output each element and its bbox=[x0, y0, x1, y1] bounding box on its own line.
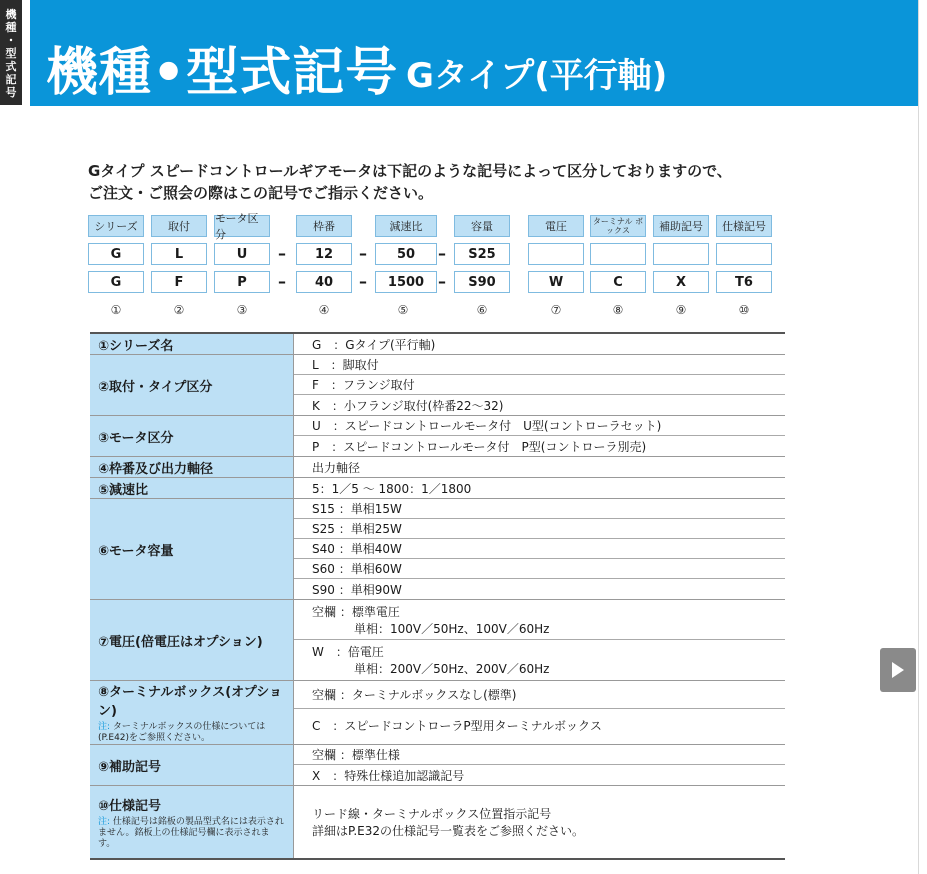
spec-value-text: S40 ：単相40W bbox=[312, 542, 402, 556]
spec-value-text: リード線・ターミナルボックス位置指示記号 bbox=[312, 807, 552, 821]
spec-value-text: 空欄 ：ターミナルボックスなし(標準) bbox=[312, 688, 517, 702]
note-mark: 注: bbox=[98, 816, 111, 827]
side-tab-char: 号 bbox=[5, 86, 17, 99]
spec-row bbox=[90, 457, 785, 478]
spec-value-line bbox=[294, 559, 785, 579]
side-tab-char: ・ bbox=[5, 34, 17, 47]
code-header-cell: 補助記号 bbox=[653, 215, 709, 237]
spec-row-title: ②取付・タイプ区分 bbox=[98, 379, 213, 395]
spec-row-label bbox=[90, 786, 294, 858]
note-text: 仕様記号は銘板の製品型式名には表示されません。銘板上の仕様記号欄に表示されます。 bbox=[98, 816, 284, 849]
intro-line: ご注文・ご照会の際はこの記号でご指示ください。 bbox=[88, 184, 434, 202]
spec-row-label bbox=[90, 355, 294, 415]
spec-value-line bbox=[294, 640, 785, 680]
code-value-cell: G bbox=[88, 243, 144, 265]
code-position-number: ③ bbox=[236, 303, 248, 317]
spec-row-values bbox=[294, 478, 785, 498]
spec-value-text: C ：スピードコントローラP型用ターミナルボックス bbox=[312, 718, 602, 733]
code-value-cell bbox=[590, 243, 646, 265]
spec-value-line bbox=[294, 765, 785, 785]
spec-row-title: ④枠番及び出力軸径 bbox=[98, 461, 214, 477]
spec-table bbox=[90, 332, 785, 860]
spec-value-line bbox=[294, 375, 785, 395]
spec-row bbox=[90, 355, 785, 416]
code-separator-dash: – bbox=[359, 244, 367, 263]
spec-value-text: 出力軸径 bbox=[312, 460, 361, 475]
spec-value-text: 単相：100V／50Hz、100V／60Hz bbox=[354, 621, 550, 636]
spec-row-title: ⑧ターミナルボックス(オプション) bbox=[98, 685, 282, 719]
code-value-cell bbox=[716, 243, 772, 265]
spec-value-text: S60 ：単相60W bbox=[312, 562, 402, 576]
spec-row-title: ⑤減速比 bbox=[98, 482, 149, 498]
code-value-cell: U bbox=[214, 243, 270, 265]
spec-row-label bbox=[90, 334, 294, 354]
spec-value-line bbox=[294, 681, 785, 709]
code-value-cell: 40 bbox=[296, 271, 352, 293]
spec-row-title: ⑥モータ容量 bbox=[98, 543, 174, 559]
code-separator-dash: – bbox=[438, 272, 446, 291]
page-subtitle: Gタイプ(平行軸) bbox=[406, 56, 668, 96]
code-value-cell: W bbox=[528, 271, 584, 293]
spec-row-values bbox=[294, 334, 785, 354]
code-value-cell: T6 bbox=[716, 271, 772, 293]
code-value-cell: X bbox=[653, 271, 709, 293]
code-value-cell: F bbox=[151, 271, 207, 293]
spec-value-text: L ：脚取付 bbox=[312, 358, 379, 372]
code-value-cell: S25 bbox=[454, 243, 510, 265]
spec-value-text: 空欄 ：標準仕様 bbox=[312, 748, 400, 762]
code-position-number: ⑩ bbox=[738, 303, 750, 317]
spec-row-title: ⑨補助記号 bbox=[98, 759, 162, 775]
code-value-cell bbox=[653, 243, 709, 265]
spec-value-text: 単相：200V／50Hz、200V／60Hz bbox=[354, 662, 550, 676]
intro-line: Gタイプ スピードコントロールギアモータは下記のような記号によって区分しておりますので、 bbox=[88, 162, 732, 180]
code-header-cell: ターミナル ボックス bbox=[590, 215, 646, 237]
code-header-cell: シリーズ bbox=[88, 215, 144, 237]
code-position-number: ④ bbox=[318, 303, 330, 317]
spec-value-line bbox=[294, 436, 785, 456]
spec-value-line bbox=[294, 355, 785, 375]
spec-value-line bbox=[294, 478, 785, 498]
spec-row-label bbox=[90, 681, 294, 744]
code-position-number: ① bbox=[110, 303, 122, 317]
code-position-number: ⑥ bbox=[476, 303, 488, 317]
spec-row-label bbox=[90, 745, 294, 785]
spec-row bbox=[90, 416, 785, 457]
note-mark: 注: bbox=[98, 722, 111, 732]
spec-value-text: U ：スピードコントロールモータ付 U型(コントローラセット) bbox=[312, 419, 662, 433]
spec-row-label bbox=[90, 457, 294, 477]
spec-value-line bbox=[294, 519, 785, 539]
code-position-number: ⑧ bbox=[612, 303, 624, 317]
side-tab-char: 型 bbox=[5, 47, 17, 60]
spec-row-values bbox=[294, 499, 785, 599]
code-value-cell bbox=[528, 243, 584, 265]
spec-value-text: 5：1／5 ～ 1800：1／1800 bbox=[312, 481, 472, 496]
code-position-number: ② bbox=[173, 303, 185, 317]
spec-value-line bbox=[294, 709, 785, 741]
code-header-cell: 減速比 bbox=[375, 215, 437, 237]
note-text: ターミナルボックスの仕様については(P.E42)をご参照ください。 bbox=[98, 722, 266, 743]
spec-value-line bbox=[294, 539, 785, 559]
spec-row-note bbox=[98, 817, 285, 850]
code-separator-dash: – bbox=[438, 244, 446, 263]
spec-row-values bbox=[294, 745, 785, 785]
spec-row bbox=[90, 786, 785, 858]
spec-row-label bbox=[90, 499, 294, 599]
spec-row-title: ⑦電圧(倍電圧はオプション) bbox=[98, 634, 263, 650]
code-position-number: ⑨ bbox=[675, 303, 687, 317]
spec-row bbox=[90, 334, 785, 355]
spec-value-text: S25 ：単相25W bbox=[312, 522, 402, 536]
spec-row-values bbox=[294, 681, 785, 744]
code-value-cell: C bbox=[590, 271, 646, 293]
section-side-tab bbox=[0, 0, 22, 105]
spec-value-line bbox=[294, 600, 785, 640]
code-header-cell: 枠番 bbox=[296, 215, 352, 237]
intro-text bbox=[88, 160, 732, 204]
spec-row-values bbox=[294, 416, 785, 456]
next-page-button[interactable] bbox=[880, 648, 916, 692]
spec-row-values bbox=[294, 457, 785, 477]
spec-row bbox=[90, 745, 785, 786]
spec-row-values bbox=[294, 786, 785, 858]
code-header-cell: 電圧 bbox=[528, 215, 584, 237]
spec-value-line bbox=[294, 457, 785, 477]
code-value-cell: G bbox=[88, 271, 144, 293]
spec-row-label bbox=[90, 416, 294, 456]
spec-value-text: 空欄 ：標準電圧 bbox=[312, 604, 400, 619]
spec-value-text: G ：Gタイプ(平行軸) bbox=[312, 337, 436, 352]
page-title: 機種•型式記号 bbox=[46, 43, 399, 103]
spec-value-text: S15 ：単相15W bbox=[312, 502, 402, 516]
code-value-cell: 1500 bbox=[375, 271, 437, 293]
side-tab-char: 種 bbox=[5, 21, 17, 34]
spec-value-text: 詳細はP.E32の仕様記号一覧表をご参照ください。 bbox=[312, 824, 585, 838]
side-tab-char: 機 bbox=[5, 8, 17, 21]
spec-row bbox=[90, 499, 785, 600]
spec-row-title: ①シリーズ名 bbox=[98, 338, 174, 354]
spec-value-text: F ：フランジ取付 bbox=[312, 378, 415, 392]
spec-value-text: X ：特殊仕様追加認識記号 bbox=[312, 768, 465, 783]
spec-row bbox=[90, 478, 785, 499]
spec-value-text: K ：小フランジ取付(枠番22～32) bbox=[312, 398, 504, 413]
spec-row bbox=[90, 600, 785, 681]
spec-value-line bbox=[294, 334, 785, 354]
code-position-number: ⑤ bbox=[397, 303, 409, 317]
side-tab-char: 式 bbox=[5, 60, 17, 73]
code-value-cell: P bbox=[214, 271, 270, 293]
spec-value-line bbox=[294, 745, 785, 765]
code-value-cell: S90 bbox=[454, 271, 510, 293]
code-value-cell: 12 bbox=[296, 243, 352, 265]
code-value-cell: 50 bbox=[375, 243, 437, 265]
spec-value-text: W ：倍電圧 bbox=[312, 645, 384, 659]
code-header-cell: 仕様記号 bbox=[716, 215, 772, 237]
spec-value-line bbox=[294, 416, 785, 436]
code-separator-dash: – bbox=[359, 272, 367, 291]
spec-row-values bbox=[294, 355, 785, 415]
code-header-cell: 取付 bbox=[151, 215, 207, 237]
code-value-cell: L bbox=[151, 243, 207, 265]
code-separator-dash: – bbox=[278, 244, 286, 263]
spec-value-line bbox=[294, 499, 785, 519]
code-header-cell: モータ区分 bbox=[214, 215, 270, 237]
spec-value-text: S90 ：単相90W bbox=[312, 582, 402, 597]
code-separator-dash: – bbox=[278, 272, 286, 291]
spec-row bbox=[90, 681, 785, 745]
spec-value-text: P ：スピードコントロールモータ付 P型(コントローラ別売) bbox=[312, 439, 647, 454]
side-tab-char: 記 bbox=[5, 73, 17, 86]
spec-row-title: ③モータ区分 bbox=[98, 430, 174, 446]
spec-row-title: ⑩仕様記号 bbox=[98, 798, 162, 814]
play-arrow-icon bbox=[890, 660, 906, 680]
spec-value-line bbox=[294, 786, 785, 858]
spec-row-values bbox=[294, 600, 785, 680]
spec-row-label bbox=[90, 600, 294, 680]
page-edge-divider bbox=[918, 0, 919, 874]
model-code-grid bbox=[88, 212, 788, 325]
spec-row-label bbox=[90, 478, 294, 498]
code-position-number: ⑦ bbox=[550, 303, 562, 317]
spec-row-note bbox=[98, 722, 285, 744]
spec-value-line bbox=[294, 395, 785, 415]
code-header-cell: 容量 bbox=[454, 215, 510, 237]
spec-value-line bbox=[294, 579, 785, 599]
